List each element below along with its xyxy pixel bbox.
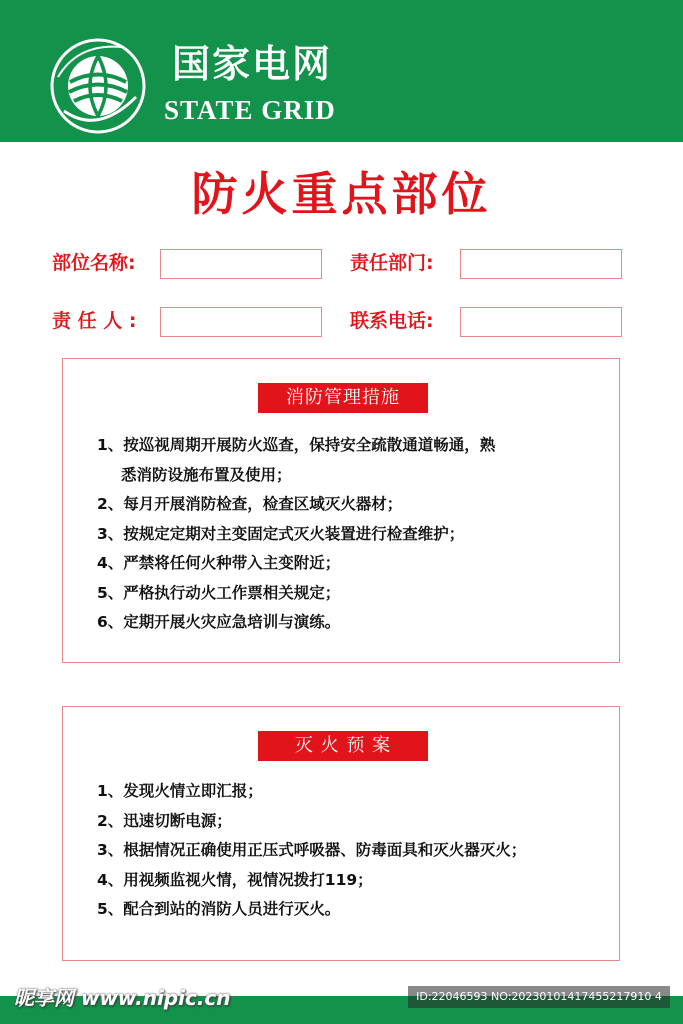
list-item: 2、迅速切断电源； <box>97 811 232 830</box>
person-field[interactable] <box>160 307 322 337</box>
list-item: 4、严禁将任何火种带入主变附近； <box>97 554 341 572</box>
phone-label: 联系电话: <box>350 310 434 332</box>
fire-management-heading: 消防管理措施 <box>258 383 428 413</box>
location-label: 部位名称: <box>52 252 136 274</box>
list-item: 5、配合到站的消防人员进行灭火。 <box>97 900 341 918</box>
brand-name-chinese: 国家电网 <box>172 42 333 86</box>
list-item: 1、按巡视周期开展防火巡查，保持安全疏散通道畅通，熟 <box>97 436 496 454</box>
list-item <box>97 461 595 491</box>
location-field[interactable] <box>160 249 322 279</box>
list-item-continuation: 悉消防设施布置及使用； <box>121 465 292 484</box>
fire-plan-panel <box>62 706 620 961</box>
fire-management-list <box>97 431 595 638</box>
person-label: 责 任 人 : <box>52 310 137 332</box>
page-title: 防火重点部位 <box>191 167 492 221</box>
list-item: 5、严格执行动火工作票相关规定； <box>97 583 341 602</box>
list-item: 3、按规定定期对主变固定式灭火装置进行检查维护； <box>97 524 465 543</box>
brand-name-english: STATE GRID <box>164 95 336 125</box>
list-item: 6、定期开展火灾应急培训与演练。 <box>97 613 341 631</box>
watermark-id: ID:22046593 NO:20230101417455217910 4 <box>408 986 670 1008</box>
phone-field[interactable] <box>460 307 622 337</box>
department-label: 责任部门: <box>350 252 434 274</box>
list-item: 3、根据情况正确使用正压式呼吸器、防毒面具和灭火器灭火； <box>97 841 527 859</box>
list-item: 1、发现火情立即汇报； <box>97 782 263 800</box>
list-item: 4、用视频监视火情，视情况拨打119； <box>97 870 373 889</box>
fire-management-panel <box>62 358 620 663</box>
watermark-site: 昵享网 www.nipic.cn <box>14 986 231 1010</box>
state-grid-logo-icon <box>44 37 152 135</box>
header-banner <box>0 0 683 142</box>
department-field[interactable] <box>460 249 622 279</box>
list-item: 2、每月开展消防检查，检查区域灭火器材； <box>97 495 403 513</box>
fire-plan-list <box>97 777 595 925</box>
fire-plan-heading: 灭 火 预 案 <box>258 731 428 761</box>
